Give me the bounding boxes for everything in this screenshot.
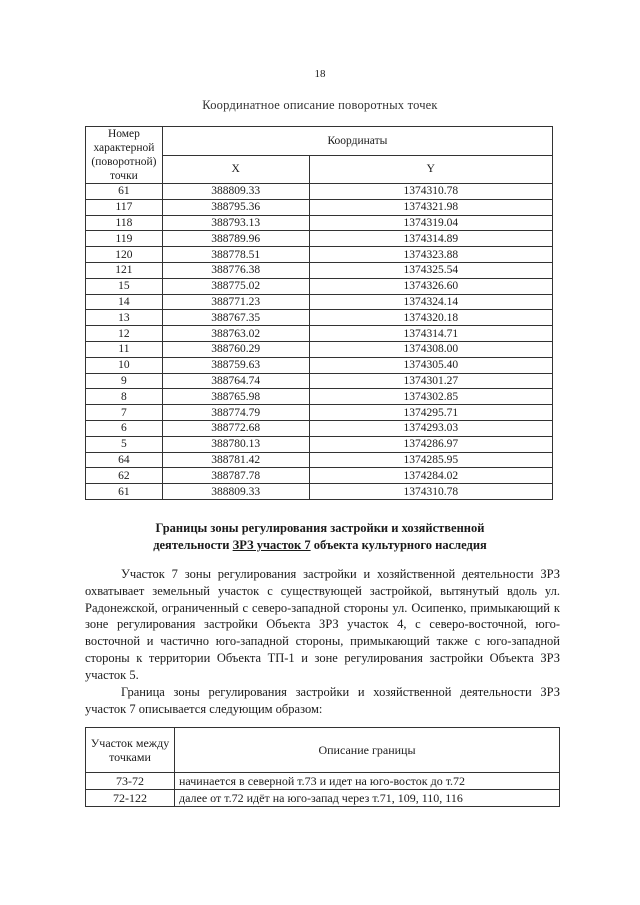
paragraph-zone-description: Участок 7 зоны регулирования застройки и хозяйственной деятельности ЗРЗ охватывает земельный участок с существующей застройкой, вытянутый вдоль ул. Радонежской, ограниченный с северо-западной стороны ул. Осипенко, примыкающий к зоне регулирования застройки Объекта ЗРЗ участок 4, с северо-восточной, юго-восточной и частично юго-западной стороны, примыкающий также с юго-западной стороны к территории Объекта ТП-1 и зоне регулирования застройки Объекта ЗРЗ участок 5. bbox=[85, 567, 560, 682]
x-cell: 388778.51 bbox=[162, 247, 309, 263]
coord-row bbox=[86, 231, 553, 247]
segment-cell: 72-122 bbox=[86, 790, 175, 807]
section-heading-line1: Границы зоны регулирования застройки и хозяйственной bbox=[155, 521, 485, 535]
col-point-header: Номер характерной (поворотной) точки bbox=[86, 127, 163, 184]
y-cell: 1374320.18 bbox=[309, 310, 552, 326]
col-description-header: Описание границы bbox=[175, 728, 560, 773]
y-cell: 1374285.95 bbox=[309, 452, 552, 468]
y-cell: 1374314.71 bbox=[309, 326, 552, 342]
coord-table-title: Координатное описание поворотных точек bbox=[202, 98, 438, 112]
point-cell: 121 bbox=[86, 262, 163, 278]
segment-cell: 73-72 bbox=[86, 773, 175, 790]
boundary-description-table bbox=[85, 727, 560, 807]
coord-row bbox=[86, 247, 553, 263]
x-cell: 388772.68 bbox=[162, 420, 309, 436]
y-cell: 1374305.40 bbox=[309, 357, 552, 373]
y-cell: 1374310.78 bbox=[309, 484, 552, 500]
y-cell: 1374284.02 bbox=[309, 468, 552, 484]
boundary-row bbox=[86, 790, 560, 807]
col-segment-header: Участок между точками bbox=[86, 728, 175, 773]
zone-name-underlined: ЗРЗ участок 7 bbox=[232, 538, 311, 552]
coord-row bbox=[86, 436, 553, 452]
coord-row bbox=[86, 326, 553, 342]
y-cell: 1374314.89 bbox=[309, 231, 552, 247]
x-cell: 388809.33 bbox=[162, 484, 309, 500]
point-cell: 62 bbox=[86, 468, 163, 484]
coord-row bbox=[86, 278, 553, 294]
coord-row bbox=[86, 310, 553, 326]
coord-row bbox=[86, 420, 553, 436]
x-cell: 388774.79 bbox=[162, 405, 309, 421]
x-cell: 388763.02 bbox=[162, 326, 309, 342]
x-cell: 388767.35 bbox=[162, 310, 309, 326]
coordinates-table bbox=[85, 126, 553, 500]
coord-row bbox=[86, 199, 553, 215]
point-cell: 14 bbox=[86, 294, 163, 310]
x-cell: 388795.36 bbox=[162, 199, 309, 215]
point-cell: 11 bbox=[86, 341, 163, 357]
x-cell: 388764.74 bbox=[162, 373, 309, 389]
point-cell: 7 bbox=[86, 405, 163, 421]
coord-row bbox=[86, 405, 553, 421]
coord-row bbox=[86, 484, 553, 500]
boundary-description-body bbox=[86, 773, 560, 807]
point-cell: 64 bbox=[86, 452, 163, 468]
col-x-header: X bbox=[162, 155, 309, 184]
point-cell: 119 bbox=[86, 231, 163, 247]
x-cell: 388789.96 bbox=[162, 231, 309, 247]
y-cell: 1374323.88 bbox=[309, 247, 552, 263]
y-cell: 1374321.98 bbox=[309, 199, 552, 215]
point-cell: 117 bbox=[86, 199, 163, 215]
x-cell: 388765.98 bbox=[162, 389, 309, 405]
y-cell: 1374310.78 bbox=[309, 184, 552, 200]
coord-row bbox=[86, 373, 553, 389]
x-cell: 388793.13 bbox=[162, 215, 309, 231]
point-cell: 61 bbox=[86, 484, 163, 500]
coordinates-table-body bbox=[86, 184, 553, 500]
x-cell: 388809.33 bbox=[162, 184, 309, 200]
coord-row bbox=[86, 389, 553, 405]
y-cell: 1374295.71 bbox=[309, 405, 552, 421]
point-cell: 10 bbox=[86, 357, 163, 373]
point-cell: 8 bbox=[86, 389, 163, 405]
boundary-row bbox=[86, 773, 560, 790]
coord-row bbox=[86, 215, 553, 231]
x-cell: 388780.13 bbox=[162, 436, 309, 452]
x-cell: 388781.42 bbox=[162, 452, 309, 468]
x-cell: 388775.02 bbox=[162, 278, 309, 294]
col-coords-header: Координаты bbox=[162, 127, 552, 156]
y-cell: 1374319.04 bbox=[309, 215, 552, 231]
point-cell: 5 bbox=[86, 436, 163, 452]
x-cell: 388776.38 bbox=[162, 262, 309, 278]
y-cell: 1374301.27 bbox=[309, 373, 552, 389]
coord-row bbox=[86, 184, 553, 200]
x-cell: 388760.29 bbox=[162, 341, 309, 357]
point-cell: 9 bbox=[86, 373, 163, 389]
coord-row bbox=[86, 262, 553, 278]
coord-row bbox=[86, 341, 553, 357]
y-cell: 1374308.00 bbox=[309, 341, 552, 357]
coord-row bbox=[86, 468, 553, 484]
y-cell: 1374286.97 bbox=[309, 436, 552, 452]
coord-row bbox=[86, 357, 553, 373]
section-heading bbox=[60, 520, 580, 554]
point-cell: 118 bbox=[86, 215, 163, 231]
x-cell: 388787.78 bbox=[162, 468, 309, 484]
page-number: 18 bbox=[314, 68, 326, 80]
point-cell: 13 bbox=[86, 310, 163, 326]
y-cell: 1374325.54 bbox=[309, 262, 552, 278]
y-cell: 1374326.60 bbox=[309, 278, 552, 294]
description-cell: далее от т.72 идёт на юго-запад через т.71, 109, 110, 116 bbox=[175, 790, 560, 807]
point-cell: 12 bbox=[86, 326, 163, 342]
point-cell: 15 bbox=[86, 278, 163, 294]
x-cell: 388759.63 bbox=[162, 357, 309, 373]
y-cell: 1374293.03 bbox=[309, 420, 552, 436]
col-y-header: Y bbox=[309, 155, 552, 184]
y-cell: 1374324.14 bbox=[309, 294, 552, 310]
point-cell: 61 bbox=[86, 184, 163, 200]
section-heading-line2: деятельности ЗРЗ участок 7 объекта культурного наследия bbox=[153, 538, 487, 552]
coord-row bbox=[86, 294, 553, 310]
description-cell: начинается в северной т.73 и идет на юго-восток до т.72 bbox=[175, 773, 560, 790]
paragraph-boundary-intro: Граница зоны регулирования застройки и хозяйственной деятельности ЗРЗ участок 7 описывается следующим образом: bbox=[85, 685, 560, 716]
coord-row bbox=[86, 452, 553, 468]
y-cell: 1374302.85 bbox=[309, 389, 552, 405]
point-cell: 6 bbox=[86, 420, 163, 436]
point-cell: 120 bbox=[86, 247, 163, 263]
x-cell: 388771.23 bbox=[162, 294, 309, 310]
